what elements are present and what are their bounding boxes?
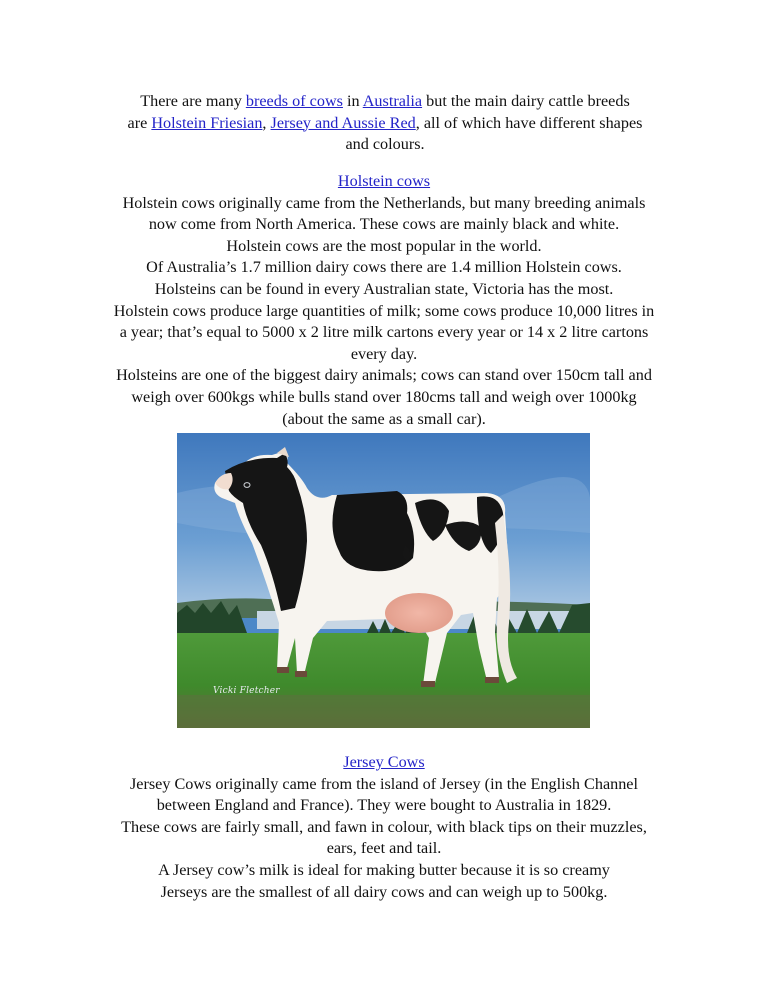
intro-paragraph [90, 91, 680, 156]
holstein-line: Holsteins can be found in every Australian state, Victoria has the most. [154, 279, 614, 298]
australia-link[interactable]: Australia [362, 92, 423, 110]
holstein-line: a year; that’s equal to 5000 x 2 litre milk cartons every year or 14 x 2 litre cartons [119, 323, 649, 342]
jersey-line: ears, feet and tail. [326, 839, 442, 858]
photographer-watermark: Vicki Fletcher [213, 686, 280, 696]
intro-line-3: and colours. [345, 135, 425, 154]
holstein-line: Holstein cows produce large quantities of milk; some cows produce 10,000 litres in [113, 301, 655, 320]
holstein-cow-photo [177, 433, 590, 728]
breeds-of-cows-link[interactable]: breeds of cows [245, 92, 343, 110]
holstein-line: Holstein cows are the most popular in the world. [226, 236, 542, 255]
holstein-line: every day. [350, 344, 418, 363]
jersey-line: Jersey Cows originally came from the island of Jersey (in the English Channel [130, 774, 638, 793]
holstein-section [80, 171, 688, 430]
holstein-line: Holstein cows originally came from the Netherlands, but many breeding animals [122, 193, 646, 212]
holstein-cows-heading-link[interactable]: Holstein cows [337, 172, 431, 190]
jersey-line: A Jersey cow’s milk is ideal for making butter because it is so creamy [158, 860, 610, 879]
jersey-cows-heading-link[interactable]: Jersey Cows [343, 753, 425, 771]
holstein-line: now come from North America. These cows are mainly black and white. [148, 215, 620, 234]
intro-line-2: are Holstein Friesian, Jersey and Aussie Red, all of which have different shapes [127, 113, 643, 132]
jersey-and-aussie-red-link[interactable]: Jersey and Aussie Red [270, 113, 416, 132]
cow-illustration [177, 433, 590, 728]
jersey-line: These cows are fairly small, and fawn in colour, with black tips on their muzzles, [121, 817, 647, 836]
holstein-line: Of Australia’s 1.7 million dairy cows there are 1.4 million Holstein cows. [146, 258, 622, 277]
jersey-section [80, 752, 688, 903]
holstein-line: (about the same as a small car). [282, 409, 486, 428]
intro-line-1: There are many breeds of cows in Australia but the main dairy cattle breeds [140, 92, 630, 110]
holstein-line: Holsteins are one of the biggest dairy animals; cows can stand over 150cm tall and [116, 366, 652, 385]
holstein-line: weigh over 600kgs while bulls stand over 180cms tall and weigh over 1000kg [131, 387, 637, 406]
holstein-friesian-link[interactable]: Holstein Friesian [151, 113, 263, 132]
jersey-line: between England and France). They were bought to Australia in 1829. [156, 796, 612, 815]
jersey-line: Jerseys are the smallest of all dairy cows and can weigh up to 500kg. [160, 882, 608, 901]
